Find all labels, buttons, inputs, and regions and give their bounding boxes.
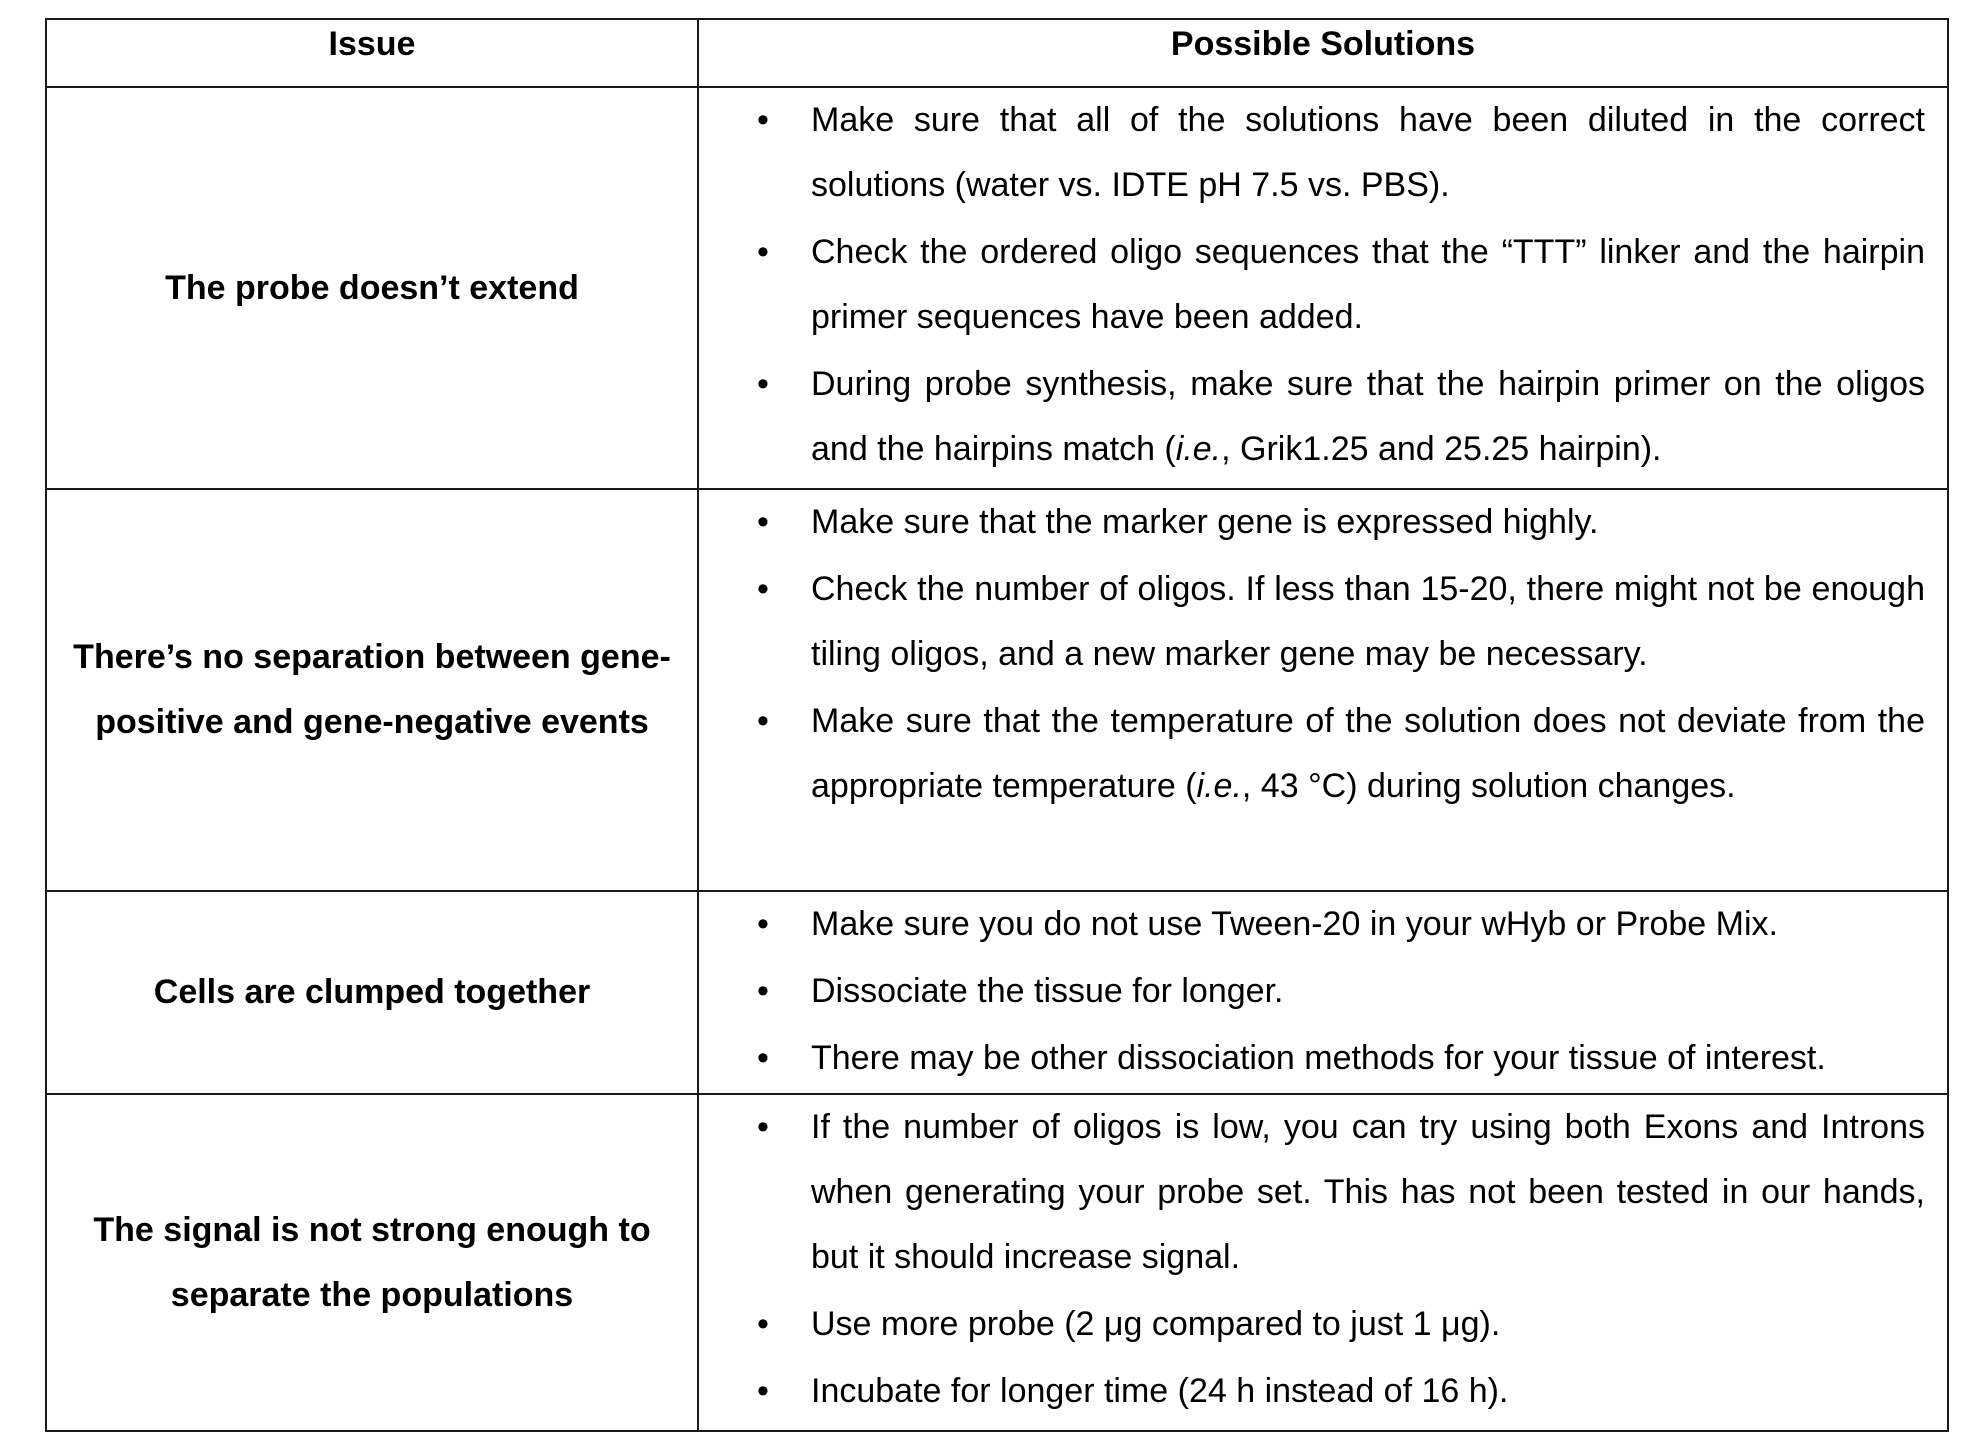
bullet-icon: • [757,1305,769,1343]
header-possible-solutions: Possible Solutions [698,19,1948,87]
solution-text-italic: i.e. [1175,430,1222,468]
solutions-cell [698,87,1948,489]
solution-item [699,959,1925,1024]
table-row [46,489,1948,891]
bullet-icon: • [757,1372,769,1410]
solution-item [699,689,1925,819]
bullet-icon: • [757,365,769,403]
solution-text: Make sure that all of the solutions have been diluted in the correct solutions (water vs. IDTE pH 7.5 vs. PBS). [811,101,1925,204]
solutions-list [699,88,1925,482]
solution-text-before: Make sure that the temperature of the solution does not deviate from the appropriate temperature ( [811,702,1925,805]
solution-text-italic: i.e. [1196,767,1242,805]
solutions-cell [698,489,1948,891]
bullet-icon: • [757,570,769,608]
solution-item [699,1359,1925,1424]
solution-item [699,1026,1925,1091]
solution-item [699,490,1925,555]
solution-item [699,1292,1925,1357]
solution-text: Incubate for longer time (24 h instead of 16 h). [811,1372,1509,1410]
solutions-list [699,490,1925,819]
table-header-row [46,19,1948,87]
table-row [46,87,1948,489]
solution-text-before: During probe synthesis, make sure that the hairpin primer on the oligos and the hairpins match ( [811,365,1925,468]
solution-text-after: , 43 °C) during solution changes. [1241,767,1736,805]
solution-text: Dissociate the tissue for longer. [811,972,1284,1010]
bullet-icon: • [757,702,769,740]
solutions-cell [698,1094,1948,1431]
bullet-icon: • [757,101,769,139]
table-row [46,1094,1948,1431]
issue-cell: The signal is not strong enough to separate the populations [46,1094,698,1431]
bullet-icon: • [757,1108,769,1146]
troubleshooting-table-container [45,18,1947,1432]
solutions-cell [698,891,1948,1094]
bullet-icon: • [757,972,769,1010]
solution-item [699,1095,1925,1290]
bullet-icon: • [757,1039,769,1077]
solution-item [699,557,1925,687]
bullet-icon: • [757,905,769,943]
issue-cell: The probe doesn’t extend [46,87,698,489]
solutions-list [699,1095,1925,1424]
troubleshooting-table [45,18,1949,1432]
solution-item [699,88,1925,218]
solution-text: Check the number of oligos. If less than 15-20, there might not be enough tiling oligos, and a new marker gene may be necessary. [811,570,1925,673]
bullet-icon: • [757,503,769,541]
solutions-list [699,892,1925,1091]
table-row [46,891,1948,1094]
solution-text: Make sure you do not use Tween-20 in your wHyb or Probe Mix. [811,905,1778,943]
solution-text: If the number of oligos is low, you can try using both Exons and Introns when generating your probe set. This has not been tested in our hands, but it should increase signal. [811,1108,1925,1276]
header-issue: Issue [46,19,698,87]
solution-text-after: , Grik1.25 and 25.25 hairpin). [1221,430,1662,468]
issue-cell: Cells are clumped together [46,891,698,1094]
solution-text: Make sure that the marker gene is expressed highly. [811,503,1599,541]
issue-cell: There’s no separation between gene-positive and gene-negative events [46,489,698,891]
solution-item [699,892,1925,957]
solution-text: There may be other dissociation methods for your tissue of interest. [811,1039,1826,1077]
bullet-icon: • [757,233,769,271]
solution-text: Use more probe (2 μg compared to just 1 μg). [811,1305,1501,1343]
solution-item [699,352,1925,482]
solution-item [699,220,1925,350]
solution-text: Check the ordered oligo sequences that the “TTT” linker and the hairpin primer sequences have been added. [811,233,1925,336]
